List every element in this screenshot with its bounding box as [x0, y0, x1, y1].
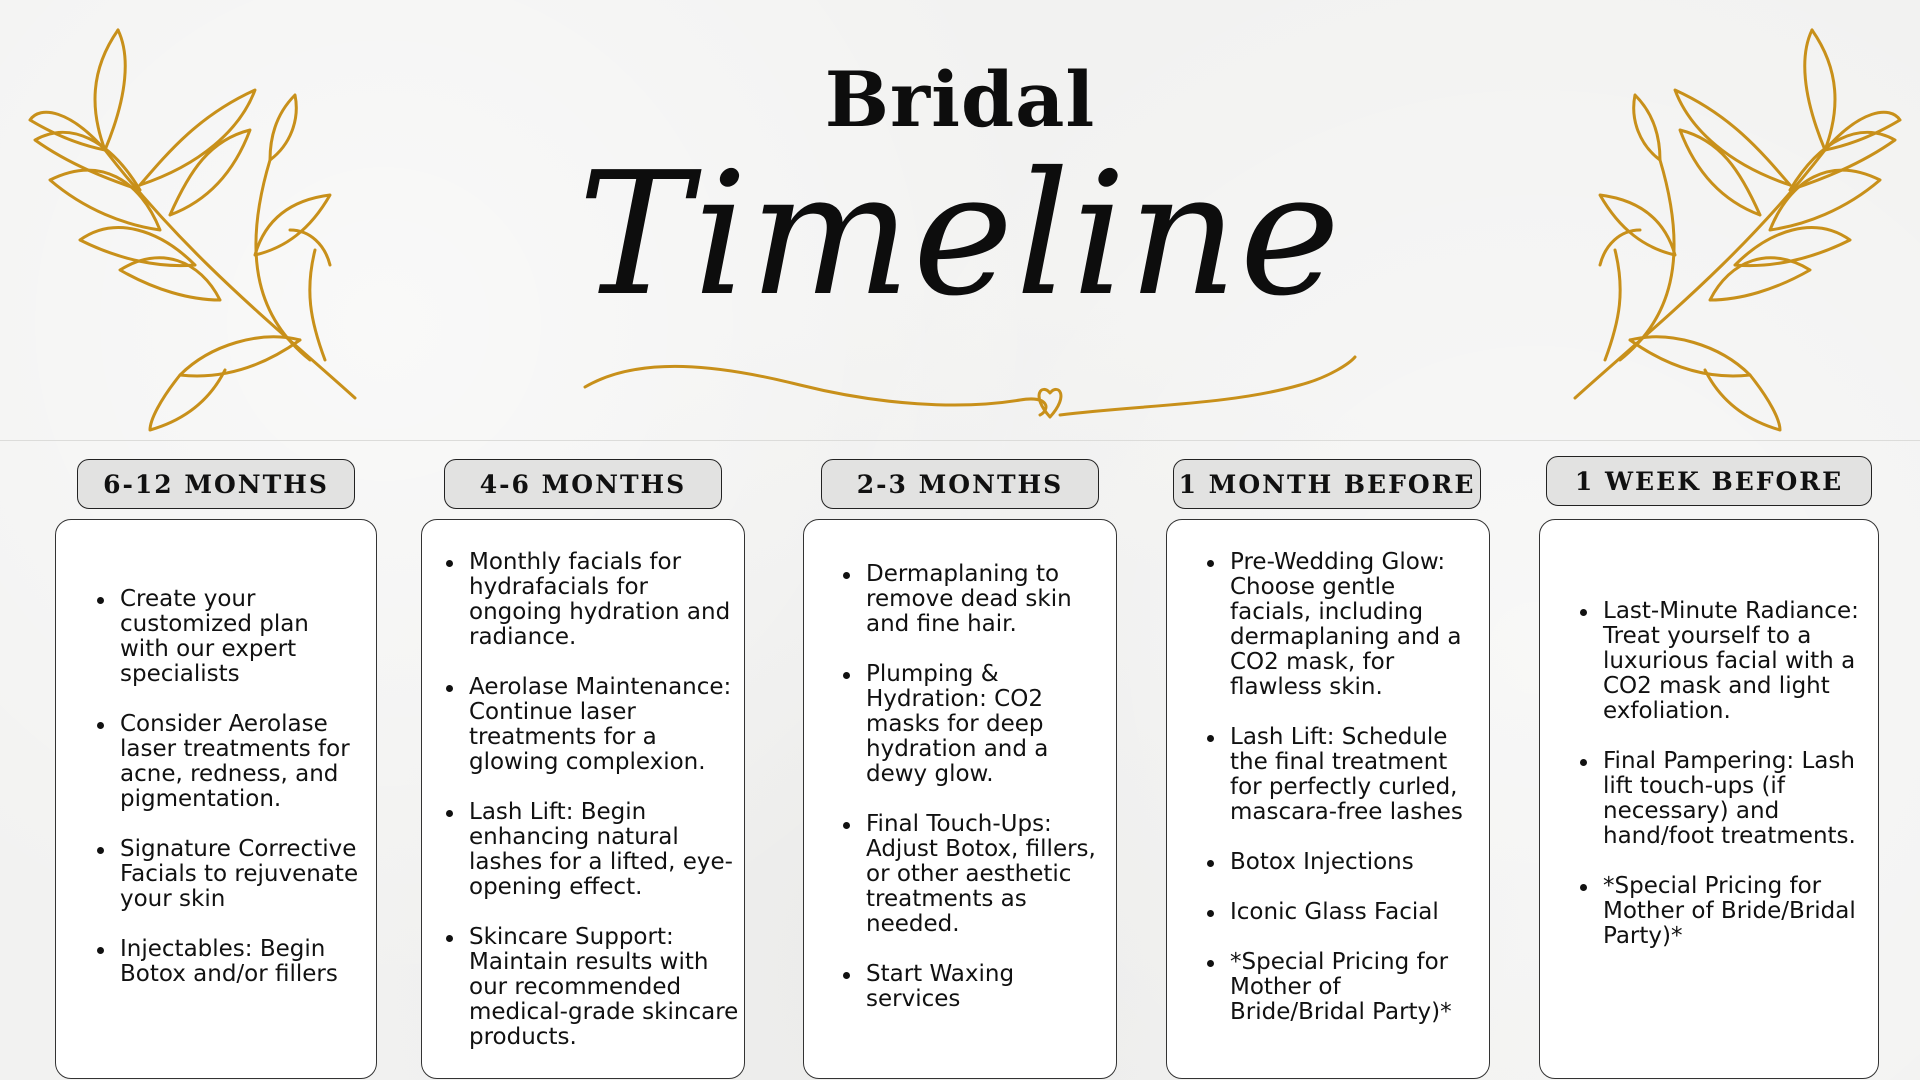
list-item: Lash Lift: Schedule the final treatment for perfectly curled, mascara-free lashes [1230, 725, 1479, 825]
list-item: Dermaplaning to remove dead skin and fine hair. [866, 562, 1106, 637]
stage-list [1540, 520, 1878, 949]
stage-label-6-12-months: 6-12 MONTHS [77, 459, 355, 509]
stage-list [804, 520, 1116, 1012]
page-title: Bridal [824, 55, 1096, 144]
list-item: Botox Injections [1230, 850, 1479, 875]
list-item: Lash Lift: Begin enhancing natural lashes for a lifted, eye-opening effect. [469, 800, 740, 900]
list-item: Injectables: Begin Botox and/or fillers [120, 937, 362, 987]
page-subtitle-script: Timeline [577, 136, 1343, 334]
stage-card-2-3-months [803, 519, 1117, 1079]
list-item: Last-Minute Radiance: Treat yourself to a luxurious facial with a CO2 mask and light exfoliation. [1603, 599, 1868, 724]
stage-label-1-week-before: 1 WEEK BEFORE [1546, 456, 1872, 506]
list-item: Signature Corrective Facials to rejuvenate your skin [120, 837, 362, 912]
stage-label-2-3-months: 2-3 MONTHS [821, 459, 1099, 509]
list-item: *Special Pricing for Mother of Bride/Bridal Party)* [1603, 874, 1868, 949]
list-item: Aerolase Maintenance: Continue laser treatments for a glowing complexion. [469, 675, 740, 775]
list-item: Final Touch-Ups: Adjust Botox, fillers, or other aesthetic treatments as needed. [866, 812, 1106, 937]
stage-card-6-12-months [55, 519, 377, 1079]
stage-list [422, 520, 744, 1050]
list-item: Monthly facials for hydrafacials for ongoing hydration and radiance. [469, 550, 740, 650]
stage-card-1-week-before [1539, 519, 1879, 1079]
list-item: Iconic Glass Facial [1230, 900, 1479, 925]
stage-label-1-month-before: 1 MONTH BEFORE [1173, 459, 1481, 509]
stage-label-4-6-months: 4-6 MONTHS [444, 459, 722, 509]
stage-list [1167, 520, 1489, 1025]
stage-card-4-6-months [421, 519, 745, 1079]
list-item: Skincare Support: Maintain results with our recommended medical-grade skincare products. [469, 924, 739, 1050]
list-item: Start Waxing services [866, 962, 1106, 1012]
list-item: Create your customized plan with our expert specialists [120, 587, 362, 687]
heart-flourish-icon [580, 355, 1360, 435]
stage-card-1-month-before [1166, 519, 1490, 1079]
section-divider [0, 440, 1920, 441]
list-item: Consider Aerolase laser treatments for acne, redness, and pigmentation. [120, 712, 362, 812]
stage-list [56, 520, 376, 987]
list-item: Pre-Wedding Glow: Choose gentle facials, including dermaplaning and a CO2 mask, for flawless skin. [1230, 550, 1479, 700]
list-item: Plumping & Hydration: CO2 masks for deep hydration and a dewy glow. [866, 662, 1106, 787]
list-item: *Special Pricing for Mother of Bride/Bridal Party)* [1230, 950, 1479, 1025]
list-item: Final Pampering: Lash lift touch-ups (if necessary) and hand/foot treatments. [1603, 749, 1868, 849]
